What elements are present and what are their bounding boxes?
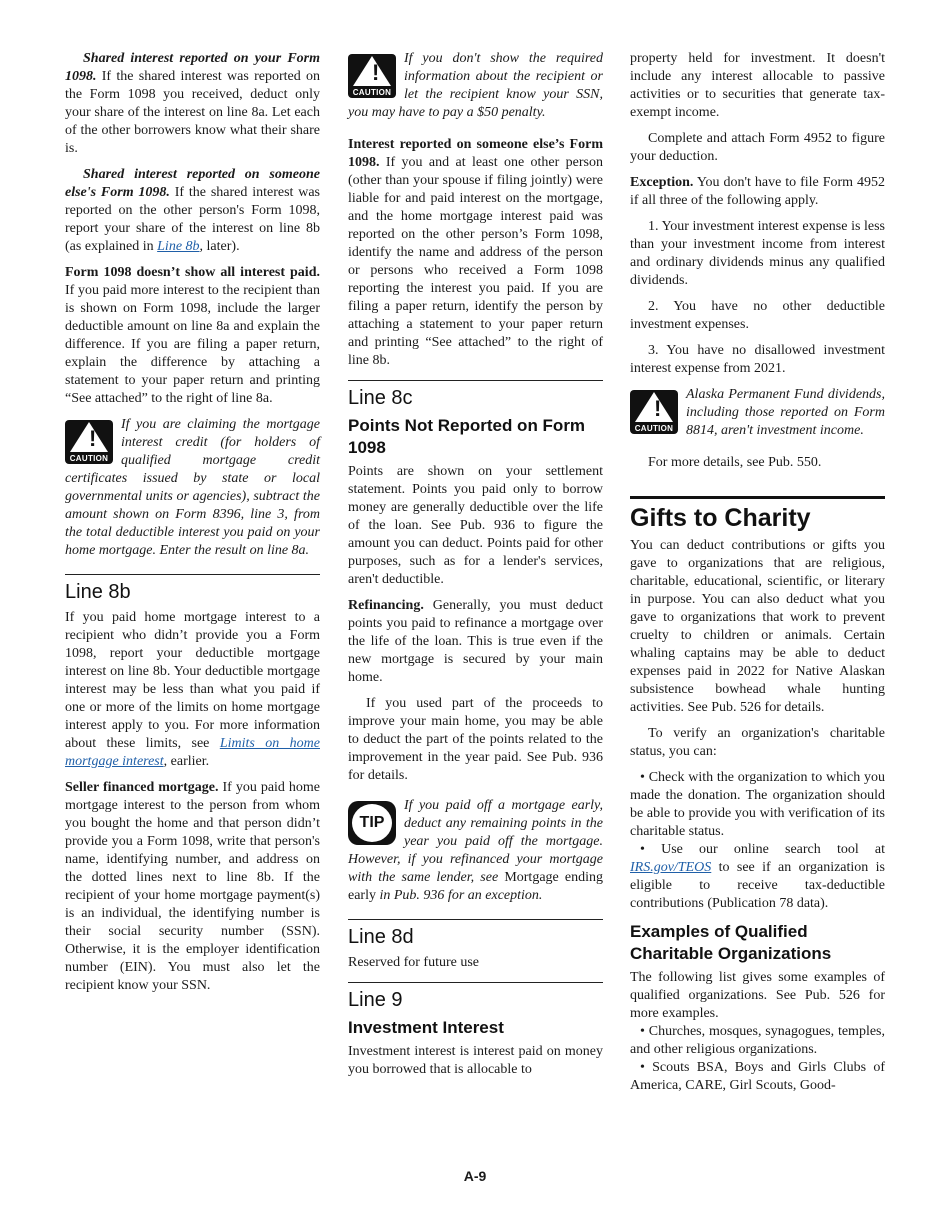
paragraph: Complete and attach Form 4952 to figure your deduction. [630, 131, 885, 164]
paragraph: Reserved for future use [348, 955, 480, 970]
subsection-heading: Investment Interest [348, 1018, 504, 1037]
paragraph [630, 174, 885, 210]
link-limits-mortgage-interest[interactable]: Limits on home mortgage interest [65, 736, 320, 769]
paragraph: If you used part of the proceeds to improve your main home, you may be able to deduct the part of the points related to the improvement in the year paid. See Pub. 936 for details. [348, 696, 603, 783]
bullet-item: • Check with the organization to which you made the donation. The organization should be able to provide you with verification of its charitable status. [630, 770, 885, 839]
bullet-text: Check with the organization to which you made the donation. The organization should be able to provide you with verification of its charitable status. [630, 770, 885, 839]
body-text: If you and at least one other person (other than your spouse if filing jointly) were liable for and paid interest on the mortgage, and the home mortgage interest paid was reported on the other person’s Form 1098, identify the name and address of the person or persons who received a Form 1098 reporting the interest you paid. If you are filing a paper return, identify the person by attaching a statement to your paper return and printing “See attached” to the right of line 8b. [348, 155, 603, 368]
caution-icon: ! CAUTION [630, 390, 678, 434]
body-text: If you paid home mortgage interest to the person from whom you bought the home and that person didn’t provide you a Form 1098, write that person's name, identifying number, and address on the dotted lines next to line 8b. If the recipient of your home mortgage payment(s) is an individual, the identifying number is their social security number (SSN). Otherwise, it is the employer identification number (EIN). You must also let the recipient know your SSN. [65, 780, 321, 993]
bullet-item: • Scouts BSA, Boys and Girls Clubs of America, CARE, Girl Scouts, Good- [630, 1060, 885, 1093]
run-in-heading: Shared interest reported on your Form 1098. [65, 51, 320, 84]
tip-icon [348, 801, 396, 845]
caution-label: CAUTION [634, 424, 674, 433]
run-in-heading: Seller financed mortgage. [65, 780, 219, 795]
caution-note [348, 50, 603, 122]
body-text: You don't have to file Form 4952 if all three of the following apply. [630, 175, 885, 208]
caution-icon: ! CAUTION [348, 54, 396, 98]
tip-text: If you paid off a mortgage early, deduct any remaining points in the year you paid off the mortgage. However, if you refinanced your mortgage with the same lender, see [348, 798, 603, 885]
subsection-heading: Examples of Qualified Charitable Organizations [630, 922, 832, 963]
caution-text: If you don't show the required information about the recipient or let the recipient know your SSN, you may have to pay a $50 penalty. [348, 51, 603, 120]
run-in-heading: Interest reported on someone else’s Form 1098. [348, 137, 603, 170]
paragraph [65, 50, 320, 158]
paragraph: Points are shown on your settlement statement. Points you paid only to borrow money are generally deductible over the life of the loan. See Pub. 936 to figure the amount you can deduct. Points paid for other purposes, such as for a lender's services, aren't deductible. [348, 464, 603, 587]
paragraph: Investment interest is interest paid on money you borrowed that is allocable to [348, 1044, 603, 1077]
paragraph: The following list gives some examples of qualified organizations. See Pub. 526 for more examples. [630, 970, 885, 1021]
section-title: Gifts to Charity [630, 504, 811, 532]
paragraph [348, 136, 603, 370]
tip-text: in Pub. 936 for an exception. [375, 888, 543, 903]
divider [348, 380, 603, 381]
paragraph [65, 166, 320, 256]
bullet-text: to see if an organization is eligible to receive tax-deductible contributions (Publication 78 data). [630, 860, 885, 911]
paragraph: property held for investment. It doesn't include any interest allocable to passive activities or to securities that generate tax-exempt income. [630, 51, 885, 120]
subsection-heading: Points Not Reported on Form 1098 [348, 416, 586, 457]
divider [348, 919, 603, 920]
paragraph [65, 609, 320, 771]
list-item: 2. You have no other deductible investment expenses. [630, 299, 885, 332]
caution-label: CAUTION [69, 454, 109, 463]
section-divider [630, 496, 885, 499]
caution-text: Alaska Permanent Fund dividends, including those reported on Form 8814, aren't investment income. [686, 387, 885, 438]
caution-note [630, 386, 885, 440]
body-text: If the shared interest was reported on the Form 1098 you received, deduct only your share of the interest on line 8a. Let each of the other borrowers know what their share is. [65, 69, 320, 156]
link-irs-teos[interactable]: IRS.gov/TEOS [630, 860, 712, 875]
body-text: If you paid more interest to the recipient than is shown on Form 1098, include the larger deductible amount on line 8a and explain the difference. If you are filing a paper return, explain the difference by attaching a statement to your paper return and printing “See attached” to the right of line 8a. [65, 283, 320, 406]
paragraph [65, 779, 320, 995]
run-in-heading: Refinancing. [348, 598, 424, 613]
section-heading: Line 8b [65, 581, 131, 603]
run-in-heading: Shared interest reported on someone else's Form 1098. [65, 167, 320, 200]
column-1 [65, 50, 320, 1003]
section-heading: Line 9 [348, 989, 403, 1011]
paragraph: For more details, see Pub. 550. [648, 455, 822, 470]
caution-note [65, 416, 320, 560]
page-number: A-9 [463, 1168, 487, 1184]
body-text: If the shared interest was reported on the other person's Form 1098, report your share of the interest on line 8b (as explained in [65, 185, 321, 254]
bullet-item: • Churches, mosques, synagogues, temples, and other religious organizations. [630, 1024, 886, 1057]
paragraph: You can deduct contributions or gifts you gave to organizations that are religious, charitable, educational, scientific, or literary in purpose. You can also deduct what you gave to organizations that work to prevent cruelty to children or animals. Certain whaling captains may be able to deduct expenses paid in 2022 for Native Alaskan subsistence bowhead whale hunting activities. See Pub. 526 for details. [630, 538, 885, 715]
body-text: , earlier. [163, 754, 210, 769]
tip-note [348, 797, 603, 905]
list-item: 1. Your investment interest expense is less than your investment income from interest and ordinary dividends minus any qualified dividends. [630, 219, 885, 288]
column-2 [348, 50, 603, 1087]
column-3 [630, 50, 885, 1103]
paragraph: To verify an organization's charitable status, you can: [630, 726, 885, 759]
divider [65, 574, 320, 575]
caution-label: CAUTION [352, 88, 392, 97]
run-in-heading: Form 1098 doesn’t show all interest paid. [65, 265, 320, 280]
paragraph [65, 264, 320, 408]
body-text: Generally, you must deduct points you paid to refinance a mortgage over the life of the loan. This is true even if the new mortgage is secured by your main home. [348, 598, 603, 685]
caution-text: If you are claiming the mortgage interest credit (for holders of qualified mortgage credit certificates issued by state or local governmental units or agencies), subtract the amount shown on Form 8396, line 3, from the total deductible interest you paid on your home mortgage. Enter the result on line 8a. [65, 417, 320, 558]
divider [348, 982, 603, 983]
section-heading: Line 8d [348, 926, 414, 948]
link-line-8b[interactable]: Line 8b [157, 239, 200, 254]
run-in-heading: Exception. [630, 175, 694, 190]
list-item: 3. You have no disallowed investment interest expense from 2021. [630, 343, 885, 376]
bullet-item: • Use our online search tool at IRS.gov/TEOS to see if an organization is eligible to receive tax-deductible contributions (Publication 78 data). [630, 842, 885, 911]
tip-reference: Mortgage ending early [348, 870, 603, 903]
bullet-text: Churches, mosques, synagogues, temples, and other religious organizations. [630, 1024, 886, 1057]
body-text: If you paid home mortgage interest to a recipient who didn’t provide you a Form 1098, report your deductible mortgage interest on line 8b. Your deductible mortgage interest may be less than what you paid if one or more of the limits on home mortgage interest apply to you. For more information about these limits, see [65, 610, 320, 751]
body-text: , later). [199, 239, 240, 254]
section-heading: Line 8c [348, 387, 413, 409]
bullet-text: Scouts BSA, Boys and Girls Clubs of America, CARE, Girl Scouts, Good- [630, 1060, 885, 1093]
bullet-text: Use our online search tool at [661, 842, 885, 857]
caution-icon: ! CAUTION [65, 420, 113, 464]
paragraph [348, 597, 603, 687]
tip-label: TIP [352, 804, 392, 842]
